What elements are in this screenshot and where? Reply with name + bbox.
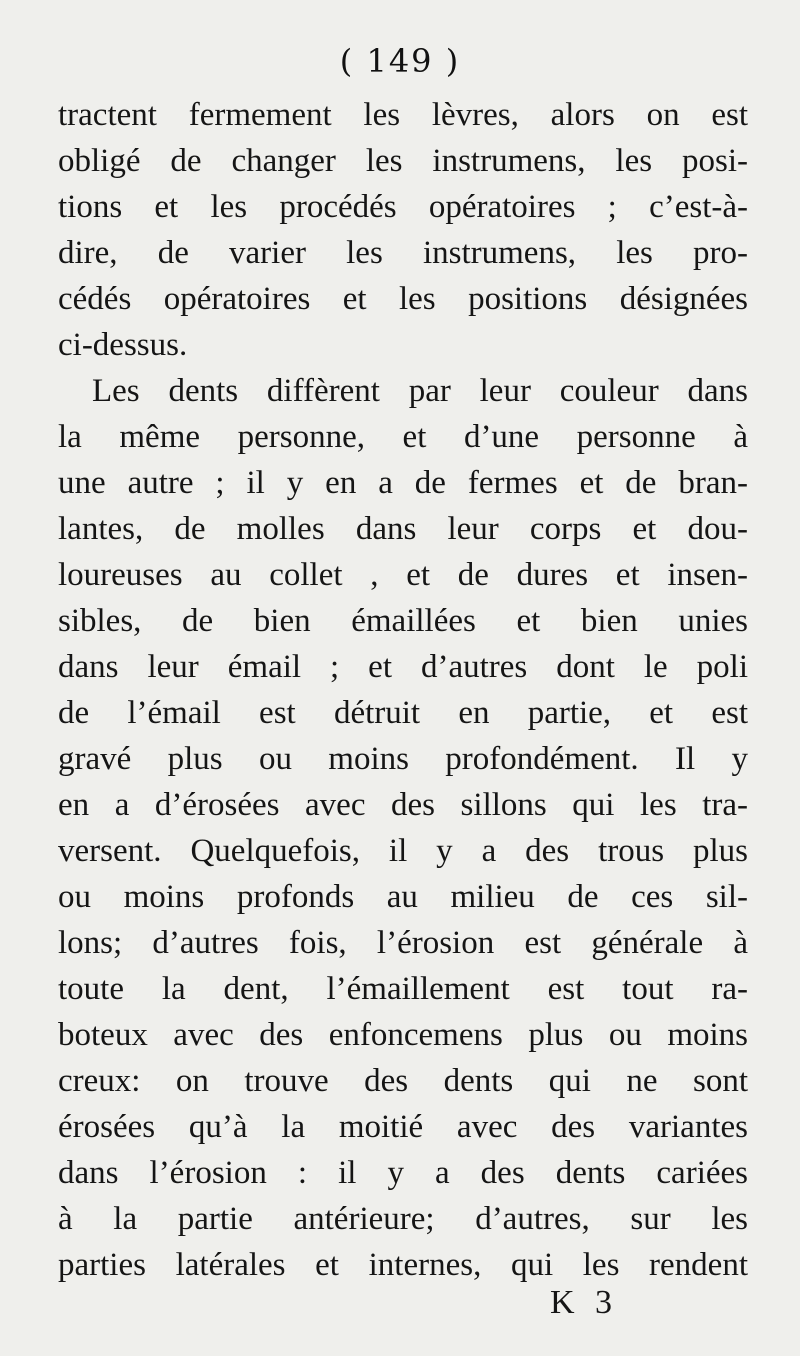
text-line: sibles, de bien émaillées et bien unies — [58, 603, 748, 639]
signature-mark: K 3 — [550, 1284, 619, 1321]
text-line: versent. Quelquefois, il y a des trous plus — [58, 833, 748, 869]
page-number: ( 149 ) — [339, 42, 461, 80]
paragraph-end-line: ci-dessus. — [58, 327, 188, 363]
text-line: ou moins profonds au milieu de ces sil- — [58, 879, 748, 915]
text-line: gravé plus ou moins profondément. Il y — [58, 741, 748, 777]
text-line: obligé de changer les instrumens, les posi- — [58, 143, 748, 179]
text-line: en a d’érosées avec des sillons qui les tra- — [58, 787, 748, 823]
text-line: la même personne, et d’une personne à — [58, 419, 748, 455]
text-line: à la partie antérieure; d’autres, sur les — [58, 1201, 748, 1237]
body-text — [58, 92, 748, 1288]
text-line: loureuses au collet , et de dures et insen- — [58, 557, 748, 593]
text-line: parties latérales et internes, qui les rendent — [58, 1247, 748, 1283]
text-line: dire, de varier les instrumens, les pro- — [58, 235, 748, 271]
text-line: de l’émail est détruit en partie, et est — [58, 695, 748, 731]
text-line: toute la dent, l’émaillement est tout ra- — [58, 971, 748, 1007]
text-line: lantes, de molles dans leur corps et dou- — [58, 511, 748, 547]
text-line: érosées qu’à la moitié avec des variantes — [58, 1109, 748, 1145]
text-line: tractent fermement les lèvres, alors on est — [58, 97, 748, 133]
paragraph-start-line: Les dents diffèrent par leur couleur dans — [92, 373, 748, 409]
text-line: une autre ; il y en a de fermes et de bran- — [58, 465, 748, 501]
text-line: tions et les procédés opératoires ; c’est-à- — [58, 189, 748, 225]
text-line: boteux avec des enfoncemens plus ou moins — [58, 1017, 748, 1053]
text-line: dans leur émail ; et d’autres dont le poli — [58, 649, 748, 685]
text-line: dans l’érosion : il y a des dents cariées — [58, 1155, 748, 1191]
text-line: cédés opératoires et les positions désignées — [58, 281, 748, 317]
text-line: creux: on trouve des dents qui ne sont — [58, 1063, 748, 1099]
text-line: lons; d’autres fois, l’érosion est générale à — [58, 925, 748, 961]
